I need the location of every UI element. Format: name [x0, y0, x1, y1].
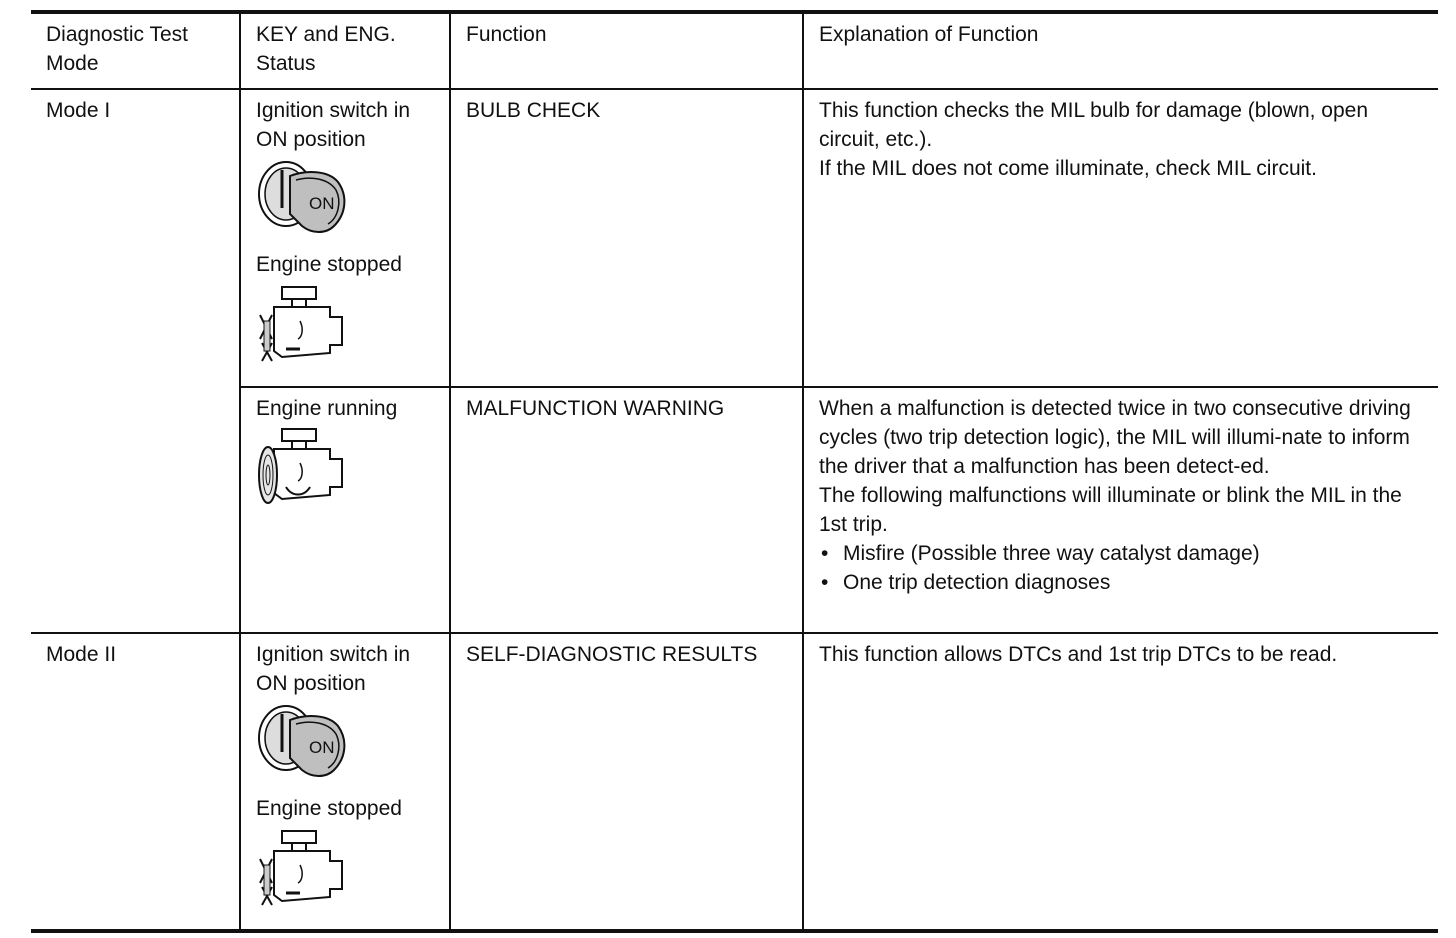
explanation-cell — [803, 387, 1438, 633]
mode-label: Mode II — [46, 643, 117, 666]
status-engine-stopped: Engine stopped — [256, 797, 402, 820]
explanation-line: This function checks the MIL bulb for damage (blown, open circuit, etc.). — [819, 99, 1369, 151]
explanation-cell — [803, 633, 1438, 931]
table-row — [31, 633, 1438, 931]
table-header-row — [31, 12, 1438, 89]
function-label: SELF-DIAGNOSTIC RESULTS — [466, 643, 758, 666]
bullet-item: • One trip detection diagnoses — [819, 568, 1424, 597]
explanation-line: If the MIL does not come illuminate, check MIL circuit. — [819, 157, 1317, 180]
engine-stopped-icon — [256, 281, 435, 375]
function-label: BULB CHECK — [466, 99, 601, 122]
table-row — [31, 387, 1438, 633]
function-label: MALFUNCTION WARNING — [466, 397, 725, 420]
engine-stopped-icon — [256, 825, 435, 919]
explanation-cell — [803, 89, 1438, 387]
status-cell — [240, 89, 450, 387]
key-on-label: ON — [309, 194, 335, 213]
diagnostic-mode-table — [31, 10, 1438, 933]
explanation-line: This function allows DTCs and 1st trip DTCs to be read. — [819, 643, 1338, 666]
table-row — [31, 89, 1438, 387]
status-ignition-on: Ignition switch in ON position — [256, 643, 411, 695]
function-cell — [450, 633, 803, 931]
mode-cell — [31, 633, 240, 931]
status-engine-running: Engine running — [256, 397, 398, 420]
explanation-line: When a malfunction is detected twice in two consecutive driving cycles (two trip detection logic), the MIL will illumi-nate to inform the driver that a malfunction has been detect-ed. — [819, 397, 1411, 478]
explanation-line: The following malfunctions will illuminate or blink the MIL in the 1st trip. — [819, 484, 1402, 536]
mode-label: Mode I — [46, 99, 111, 122]
bullet-list — [819, 539, 1424, 597]
ignition-key-on-icon — [256, 156, 435, 246]
status-cell — [240, 387, 450, 633]
engine-running-icon — [256, 425, 435, 515]
status-ignition-on: Ignition switch in ON position — [256, 99, 411, 151]
header-function: Function — [450, 12, 803, 89]
bullet-item: • Misfire (Possible three way catalyst damage) — [819, 539, 1424, 568]
status-engine-stopped: Engine stopped — [256, 253, 402, 276]
header-explanation: Explanation of Function — [803, 12, 1438, 89]
ignition-key-on-icon — [256, 700, 435, 790]
function-cell — [450, 89, 803, 387]
function-cell — [450, 387, 803, 633]
status-cell — [240, 633, 450, 931]
mode-cell — [31, 89, 240, 633]
key-on-label: ON — [309, 738, 335, 757]
header-mode: Diagnostic Test Mode — [31, 12, 240, 89]
header-key-status: KEY and ENG. Status — [240, 12, 450, 89]
